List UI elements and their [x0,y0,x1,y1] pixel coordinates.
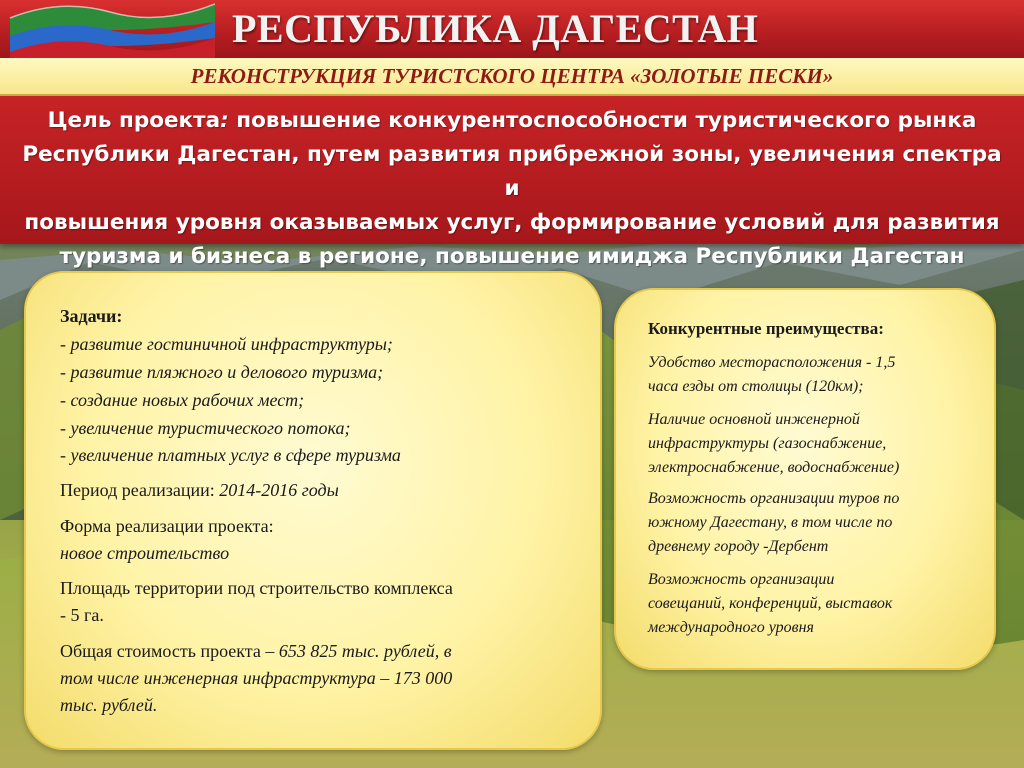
dagestan-flag-icon [0,0,215,58]
form-value: новое строительство [60,543,230,563]
advantage-line: Возможность организации [648,571,835,588]
advantage-line: совещаний, конференций, выставок [648,595,893,612]
header-bar [0,0,1024,60]
task-item: - создание новых рабочих мест; [60,390,305,410]
task-item: - развитие гостиничной инфраструктуры; [60,334,393,354]
period-row [60,480,339,501]
task-item: - развитие пляжного и делового туризма; [60,362,384,382]
period-label: Период реализации: [60,480,220,500]
goal-colon: : [220,108,229,133]
project-details-card [24,271,602,750]
advantages-heading: Конкурентные преимущества: [648,319,884,338]
page-title: РЕСПУБЛИКА ДАГЕСТАН [232,6,759,51]
cost-label: Общая стоимость проекта – [60,641,279,661]
subtitle-band [0,58,1024,96]
advantage-line: электроснабжение, водоснабжение) [648,459,900,476]
cost-value-line-1: 653 825 тыс. рублей, в [278,641,452,661]
advantage-item [648,408,978,480]
advantage-line: инфраструктуры (газоснабжение, [648,435,887,452]
goal-block [0,96,1024,269]
area-line-1: Площадь территории под строительство комплекса [60,578,453,598]
advantage-item [648,568,978,640]
cost-value-line-2: том числе инженерная инфраструктура – 173 000 [60,668,453,688]
goal-line-2: Республики Дагестан, путем развития прибрежной зоны, увеличения спектра и [22,142,1002,201]
task-item: - увеличение туристического потока; [60,418,351,438]
advantage-line: Удобство месторасположения - 1,5 [648,354,896,371]
advantages-card [614,288,996,670]
area-line-2: - 5 га. [60,605,104,625]
advantage-line: южному Дагестану, в том числе по [648,514,893,531]
cost-row [60,641,452,662]
project-subtitle: РЕКОНСТРУКЦИЯ ТУРИСТСКОГО ЦЕНТРА «ЗОЛОТЫЕ ПЕСКИ» [190,64,834,88]
form-label: Форма реализации проекта: [60,516,274,536]
task-item: - увеличение платных услуг в сфере туризма [60,445,401,465]
goal-text [20,104,1004,274]
cost-value-line-3: тыс. рублей. [60,695,158,715]
advantage-line: Возможность организации туров по [648,490,900,507]
advantage-line: древнему городу -Дербент [648,538,829,555]
advantage-line: Наличие основной инженерной [648,411,860,428]
goal-line-3: повышения уровня оказываемых услуг, формирование условий для развития [24,210,1000,235]
goal-line-1: повышение конкурентоспособности туристического рынка [228,108,977,133]
advantage-item [648,487,978,559]
advantage-line: часа езды от столицы (120км); [648,378,864,395]
period-value: 2014-2016 годы [219,480,339,500]
tasks-heading: Задачи: [60,306,123,326]
advantage-item [648,351,978,399]
goal-label: Цель проекта [47,108,221,133]
advantage-line: международного уровня [648,619,814,636]
goal-line-4: туризма и бизнеса в регионе, повышение имиджа Республики Дагестан [59,244,965,269]
